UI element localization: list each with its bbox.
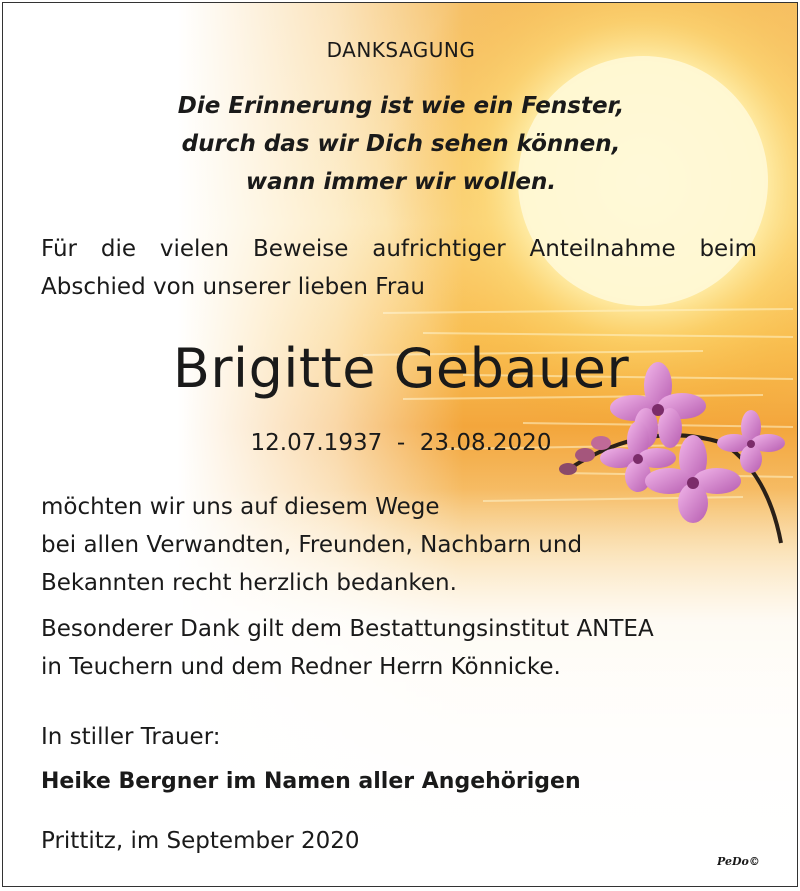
publisher-logo [717, 853, 777, 869]
notice-heading: DANKSAGUNG [326, 38, 476, 62]
mourning-label: In stiller Trauer: [41, 724, 221, 750]
quote-line-2: durch das wir Dich sehen können, [181, 131, 621, 157]
intro-line-1: Für die vielen Beweise aufrichtiger Anteilnahme beim [41, 236, 757, 262]
intro-line-2: Abschied von unserer lieben Frau [41, 274, 425, 300]
quote-line-1: Die Erinnerung ist wie ein Fenster, [177, 93, 625, 119]
quote-line-3: wann immer wir wollen. [245, 169, 557, 195]
body-line-3: Bekannten recht herzlich bedanken. [41, 570, 457, 596]
body-line-5: in Teuchern und dem Redner Herrn Könnicke. [41, 654, 561, 680]
place-date: Prittitz, im September 2020 [41, 828, 360, 854]
deceased-name: Brigitte Gebauer [172, 337, 630, 400]
obituary-notice [2, 2, 798, 887]
body-line-4: Besonderer Dank gilt dem Bestattungsinstitut ANTEA [41, 616, 654, 642]
body-line-2: bei allen Verwandten, Freunden, Nachbarn und [41, 532, 583, 558]
life-dates: 12.07.1937 - 23.08.2020 [250, 430, 552, 456]
signature: Heike Bergner im Namen aller Angehörigen [41, 769, 581, 794]
svg-text:PeDo©: PeDo© [717, 855, 760, 868]
body-line-1: möchten wir uns auf diesem Wege [41, 494, 440, 520]
